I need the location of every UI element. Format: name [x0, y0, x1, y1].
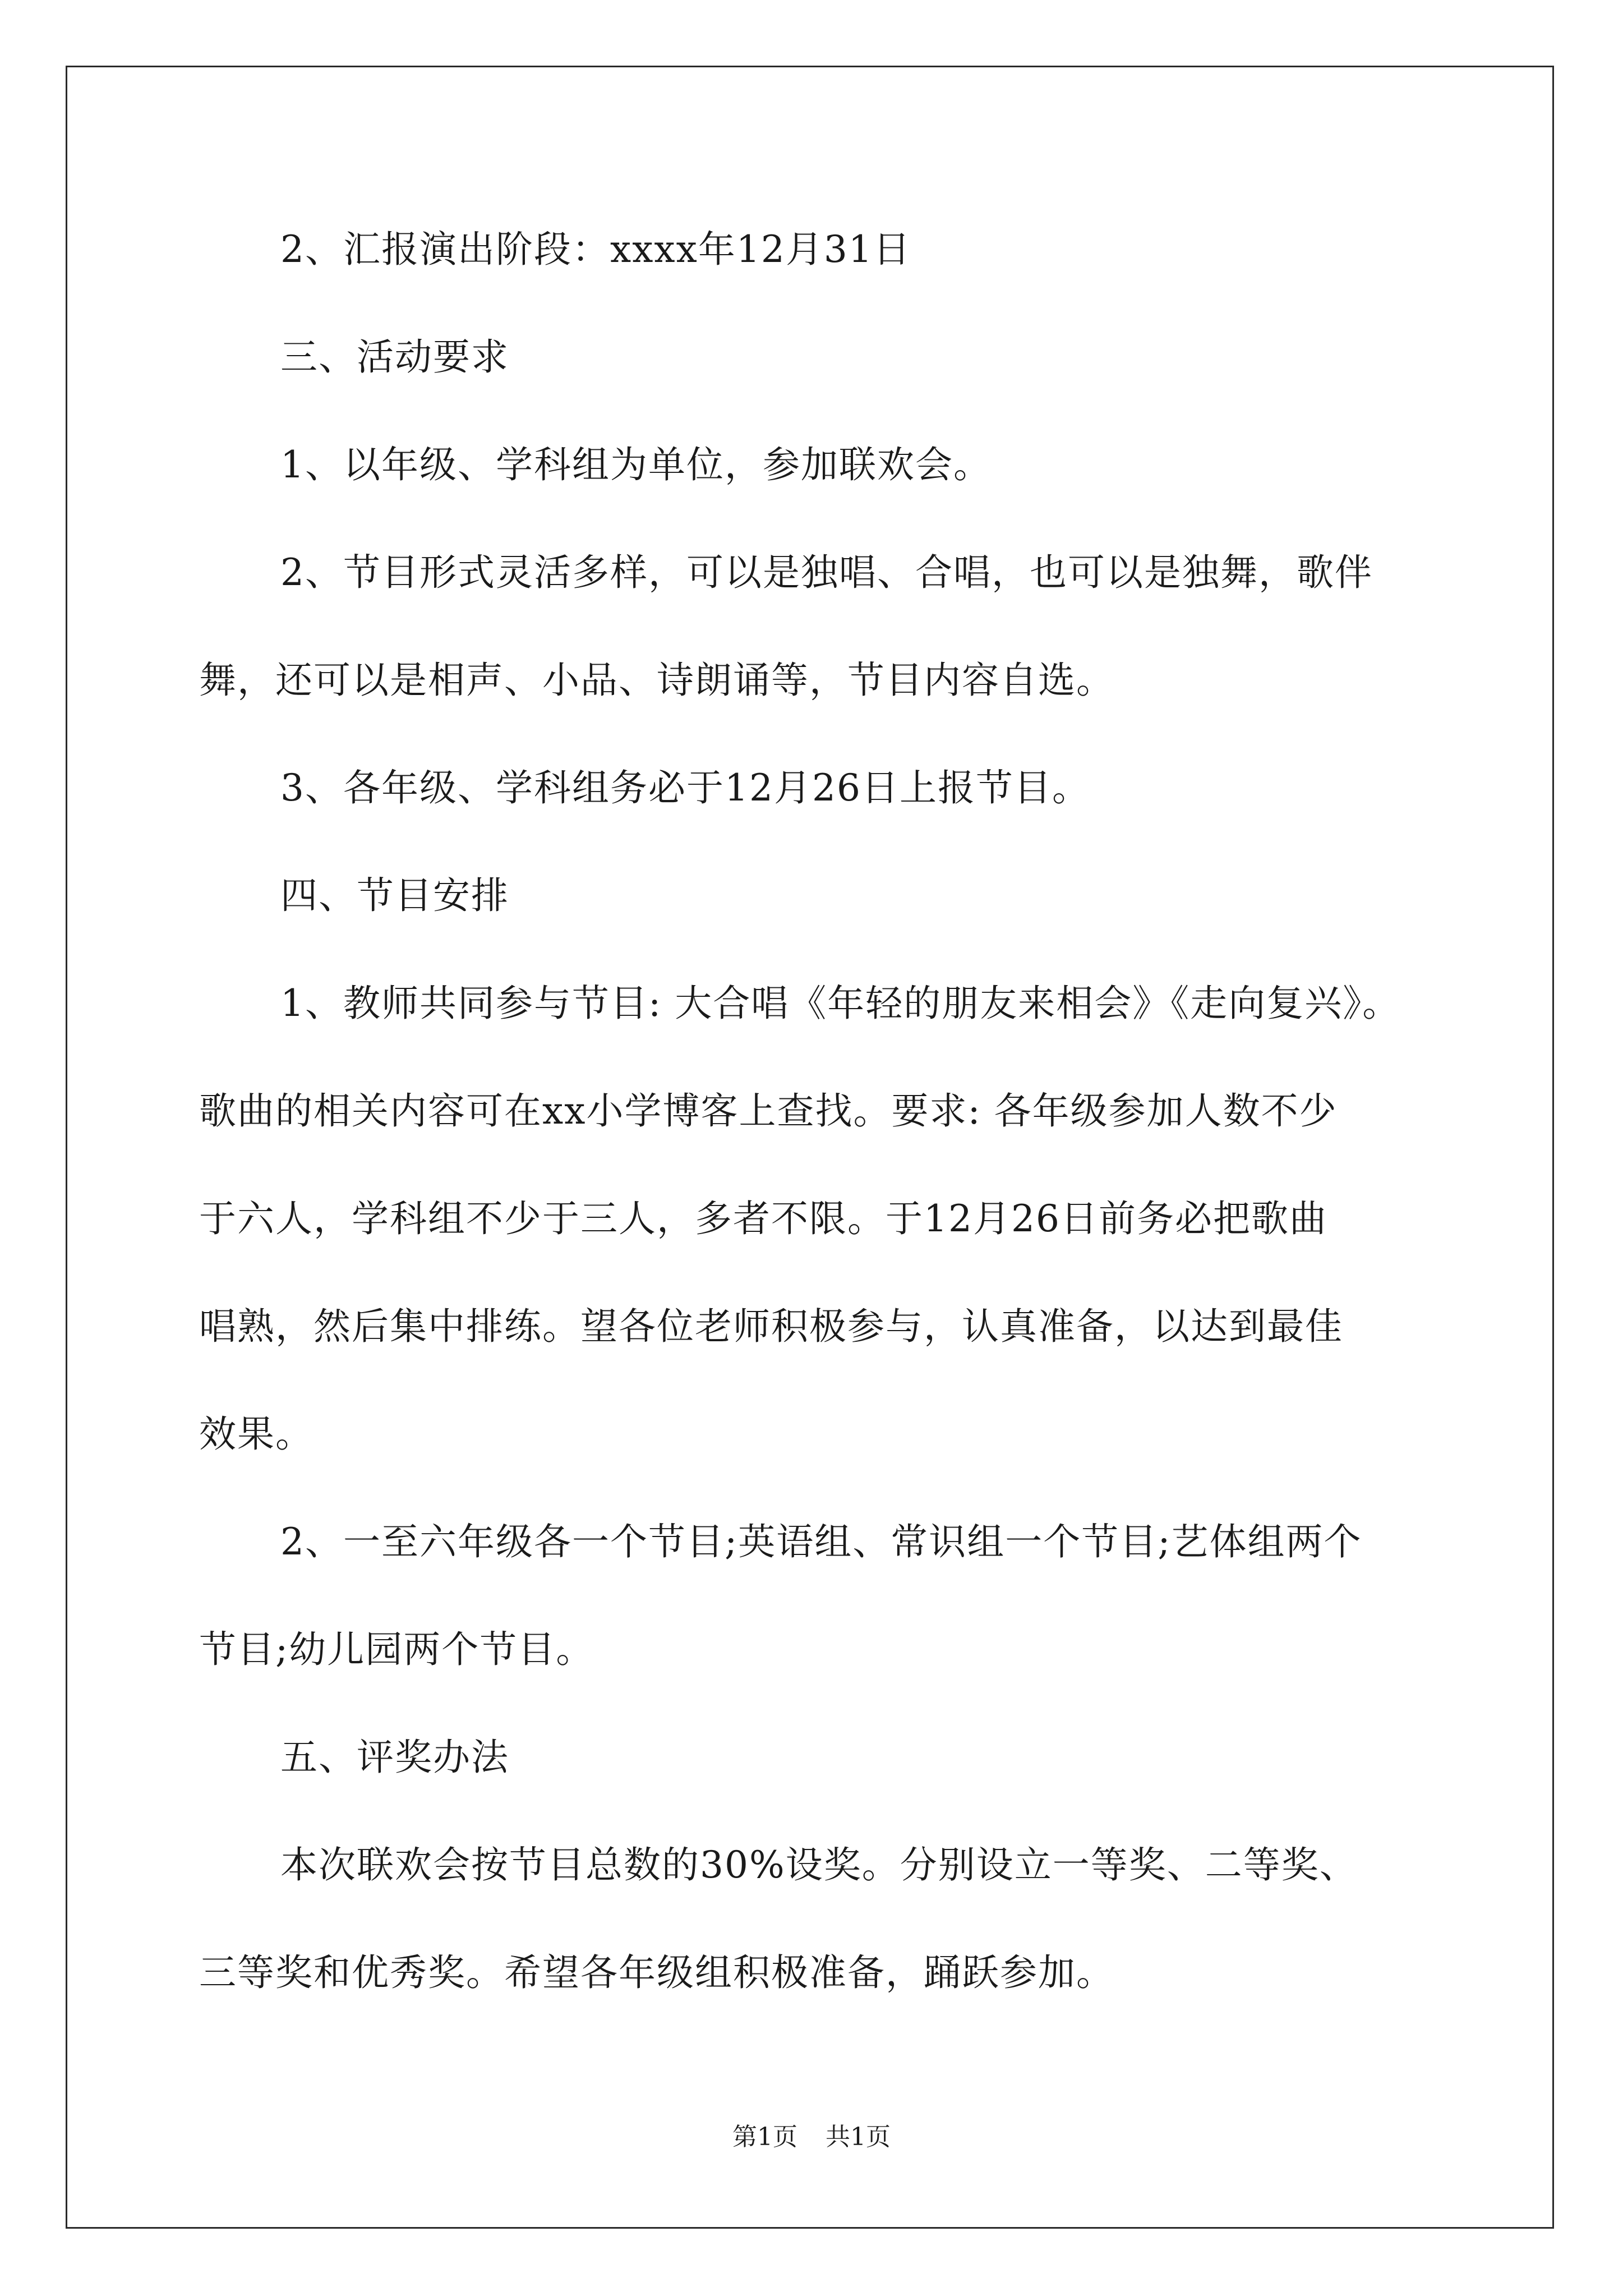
page-footer — [0, 2120, 1623, 2154]
paragraph-line: 歌曲的相关内容可在xx小学博客上查找。要求: 各年级参加人数不少 — [199, 1089, 1338, 1133]
paragraph-line: 2、汇报演出阶段：xxxx年12月31日 — [280, 228, 911, 271]
paragraph-line: 效果。 — [199, 1412, 313, 1456]
paragraph-line: 唱熟，然后集中排练。望各位老师积极参与，认真准备，以达到最佳 — [199, 1305, 1343, 1348]
section-heading: 五、评奖办法 — [280, 1736, 509, 1779]
section-heading: 三、活动要求 — [280, 335, 509, 379]
section-heading: 四、节目安排 — [280, 874, 509, 917]
paragraph-line: 2、节目形式灵活多样，可以是独唱、合唱，也可以是独舞，歌伴 — [280, 551, 1373, 594]
paragraph-line: 三等奖和优秀奖。希望各年级组积极准备，踊跃参加。 — [199, 1951, 1114, 1994]
paragraph-line: 于六人，学科组不少于三人，多者不限。于12月26日前务必把歌曲 — [199, 1197, 1327, 1240]
page-number-current: 第1页 — [732, 2123, 797, 2151]
paragraph-line: 本次联欢会按节目总数的30%设奖。分别设立一等奖、二等奖、 — [280, 1843, 1358, 1887]
paragraph-line: 舞，还可以是相声、小品、诗朗诵等，节目内容自选。 — [199, 659, 1114, 702]
paragraph-line: 节目;幼儿园两个节目。 — [199, 1628, 594, 1671]
paragraph-line: 1、以年级、学科组为单位，参加联欢会。 — [280, 443, 992, 486]
page-number-total: 共1页 — [826, 2123, 891, 2151]
paragraph-line: 2、一至六年级各一个节目;英语组、常识组一个节目;艺体组两个 — [280, 1520, 1362, 1563]
paragraph-line: 3、各年级、学科组务必于12月26日上报节目。 — [280, 766, 1090, 809]
page-border — [66, 66, 1554, 2229]
paragraph-line: 1、教师共同参与节目: 大合唱《年轻的朋友来相会》《走向复兴》。 — [280, 982, 1401, 1025]
